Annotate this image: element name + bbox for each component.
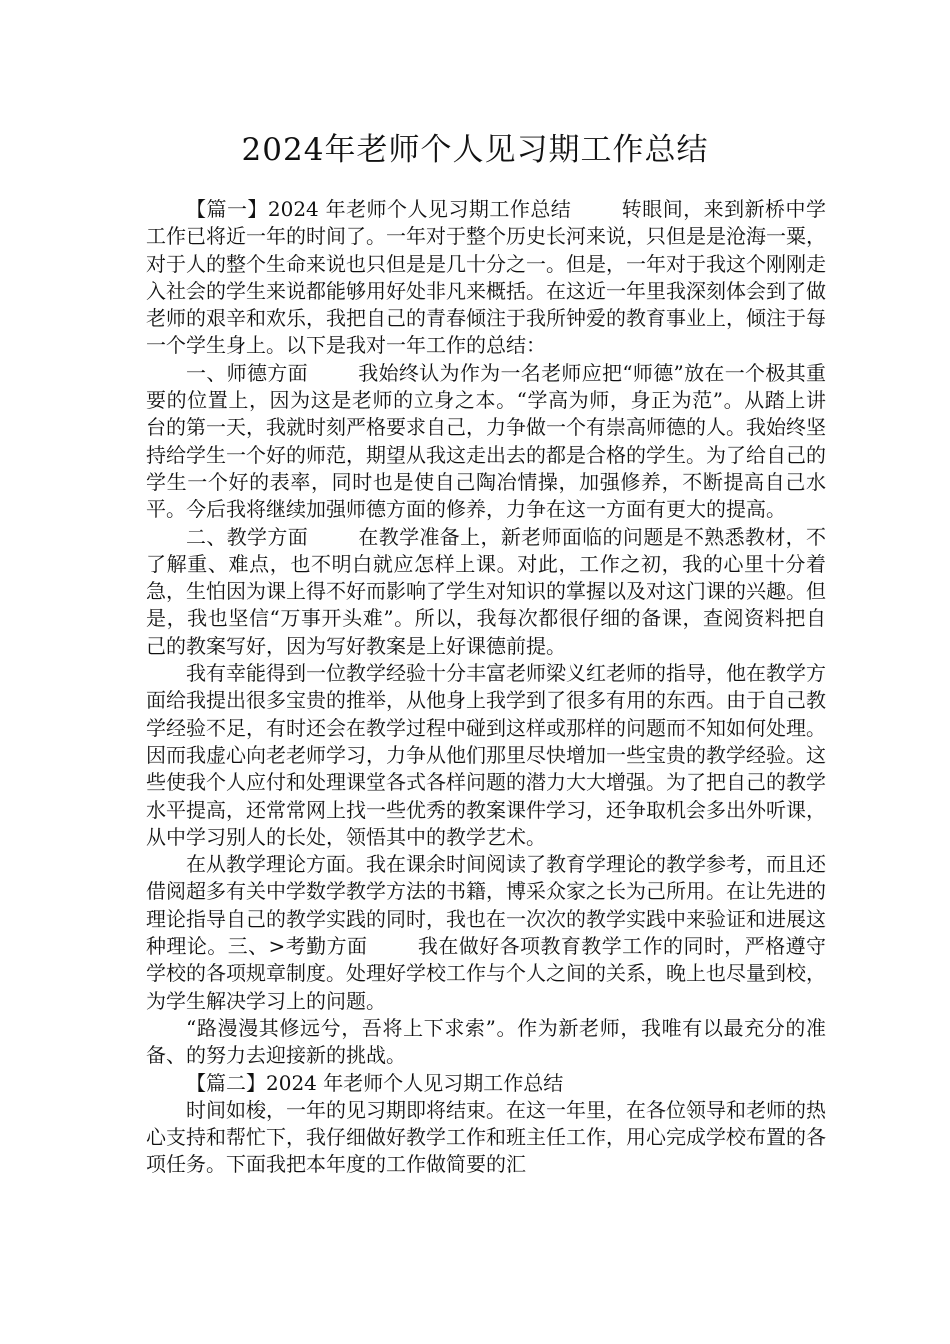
paragraph-text-attendance: 我在做好各项教育教学工作的同时，严格遵守学校的各项规章制度。处理好学校工作与个人之间的关系，晚上也尽量到校，为学生解决学习上的问题。	[146, 934, 827, 1013]
section-heading-ethics: 一、师德方面	[186, 360, 308, 385]
paragraph-theory	[146, 851, 826, 1015]
paragraph-text: 我始终认为作为一名老师应把“师德”放在一个极其重要的位置上，因为这是老师的立身之本。“学高为师，身正为范”。从踏上讲台的第一天，我就时刻严格要求自己，力争做一个有崇高师德的人。我始终坚持给学生一个好的师范，期望从我这走出去的都是合格的学生。为了给自己的学生一个好的表率，同时也是使自己陶冶情操，加强修养，不断提高自己水平。今后我将继续加强师德方面的修养，力争在这一方面有更大的提高。	[146, 360, 827, 522]
paragraph-mentor	[146, 660, 826, 851]
paragraph-text: 在教学准备上，新老师面临的问题是不熟悉教材，不了解重、难点，也不明白就应怎样上课。对此，工作之初，我的心里十分着急，生怕因为课上得不好而影响了学生对知识的掌握以及对这门课的兴趣。但是，我也坚信“万事开头难”。所以，我每次都很仔细的备课，查阅资料把自己的教案写好，因为写好教案是上好课德前提。	[146, 524, 827, 658]
paragraph-ethics	[146, 360, 826, 524]
section-heading-text: 【篇二】2024 年老师个人见习期工作总结	[186, 1070, 564, 1095]
paragraph-text: 在从教学理论方面。我在课余时间阅读了教育学理论的教学参考，而且还借阅超多有关中学数学教学方法的书籍，博采众家之长为己所用。在让先进的理论指导自己的教学实践的同时，我也在一次次的教学实践中来验证和进展这种理论。三、>考勤方面	[146, 852, 826, 959]
paragraph-part-two-intro	[146, 1097, 826, 1179]
paragraph-text: 我有幸能得到一位教学经验十分丰富老师梁义红老师的指导，他在教学方面给我提出很多宝贵的推举，从他身上我学到了很多有用的东西。由于自己教学经验不足，有时还会在教学过程中碰到这样或那样的问题而不知如何处理。因而我虚心向老老师学习，力争从他们那里尽快增加一些宝贵的教学经验。这些使我个人应付和处理课堂各式各样问题的潜力大大增强。为了把自己的教学水平提高，还常常网上找一些优秀的教案课件学习，还争取机会多出外听课，从中学习别人的长处，领悟其中的教学艺术。	[146, 661, 826, 849]
paragraph-closing	[146, 1015, 826, 1070]
section-heading-teaching: 二、教学方面	[186, 524, 309, 549]
paragraph-text: “路漫漫其修远兮，吾将上下求索”。作为新老师，我唯有以最充分的准备、的努力去迎接新的挑战。	[146, 1015, 826, 1068]
section-heading-part-one: 【篇一】2024 年老师个人见习期工作总结	[186, 197, 572, 221]
document-body	[146, 196, 826, 1179]
paragraph-text: 转眼间，来到新桥中学工作已将近一年的时间了。一年对于整个历史长河来说，只但是是沧海一粟，对于人的整个生命来说也只但是是几十分之一。但是，一年对于我这个刚刚走入社会的学生来说都能够用好处非凡来概括。在这近一年里我深刻体会到了做老师的艰辛和欢乐，我把自己的青春倾注于我所钟爱的教育事业上，倾注于每一个学生身上。以下是我对一年工作的总结：	[146, 197, 826, 358]
paragraph-teaching	[146, 524, 826, 660]
section-heading-part-two	[146, 1070, 826, 1097]
paragraph-text: 时间如梭，一年的见习期即将结束。在这一年里，在各位领导和老师的热心支持和帮忙下，我仔细做好教学工作和班主任工作，用心完成学校布置的各项任务。下面我把本年度的工作做简要的汇	[146, 1097, 826, 1177]
document-title: 2024年老师个人见习期工作总结	[241, 132, 709, 168]
paragraph-intro	[146, 196, 826, 360]
